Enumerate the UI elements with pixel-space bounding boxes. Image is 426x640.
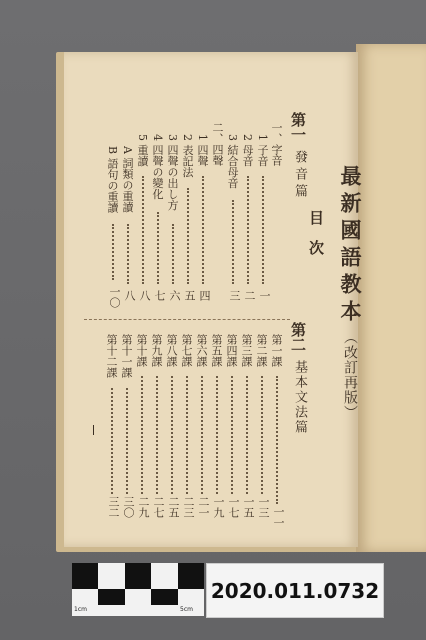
leader-dots — [111, 388, 113, 494]
toc-heading: 目 次 — [307, 210, 325, 255]
page-number: 一一 — [272, 506, 285, 528]
part1-name: 發音篇 — [292, 150, 307, 201]
leader-dots — [231, 376, 233, 494]
leader-dots — [171, 376, 173, 494]
page-number: 一 — [258, 290, 271, 301]
leader-dots — [202, 176, 204, 284]
catalog-id-label: 2020.011.0732 — [206, 563, 384, 618]
page-number: 八 — [123, 290, 136, 301]
toc-entry: B 語句の重讀 — [106, 146, 119, 213]
part1-heading: 第一 — [289, 112, 307, 142]
leader-dots — [187, 188, 189, 284]
leader-dots — [261, 376, 263, 494]
leader-dots — [247, 176, 249, 284]
leader-dots — [186, 376, 188, 494]
leader-dots — [276, 376, 278, 504]
part2-heading: 第二 — [289, 322, 307, 352]
ruler-end-label: 5cm — [180, 606, 193, 613]
leader-dots — [262, 176, 264, 284]
page-number: 二 — [243, 290, 256, 301]
page-number: 二七 — [152, 496, 165, 518]
page-number: 二九 — [137, 496, 150, 518]
ink-mark — [93, 425, 94, 435]
toc-entry: 第七課 — [180, 334, 193, 367]
toc-entry: 第二課 — [255, 334, 268, 367]
toc-entry: 1 子音 — [256, 134, 269, 167]
toc-entry: A 詞類の重讀 — [121, 146, 134, 213]
leader-dots — [216, 376, 218, 494]
edition-note: （改訂再版） — [342, 330, 358, 420]
ruler — [72, 605, 204, 616]
leader-dots — [156, 376, 158, 494]
page-number: 二五 — [167, 496, 180, 518]
page-number: 六 — [168, 290, 181, 301]
toc-entry: 第五課 — [210, 334, 223, 367]
leader-dots — [246, 376, 248, 494]
page-number: 一五 — [242, 496, 255, 518]
page-number: 三 — [228, 290, 241, 301]
leader-dots — [141, 376, 143, 494]
page-number: 三二 — [107, 496, 120, 518]
toc-entry: 3 結合母音 — [226, 134, 239, 189]
toc-entry: 第八課 — [165, 334, 178, 367]
leader-dots — [201, 376, 203, 494]
page-number: 一九 — [212, 496, 225, 518]
toc-entry: 2 表記法 — [181, 134, 194, 178]
toc-entry: 第一課 — [270, 334, 283, 367]
leader-dots — [172, 224, 174, 284]
leader-dots — [112, 224, 114, 280]
toc-entry: 第十一課 — [120, 334, 133, 378]
toc-entry: 二、四聲 — [211, 122, 224, 166]
leader-dots — [127, 224, 129, 284]
toc-entry: 第三課 — [240, 334, 253, 367]
page-number: 八 — [138, 290, 151, 301]
ruler-start-label: 1cm — [74, 606, 87, 613]
leader-dots — [157, 212, 159, 284]
page-number: 一〇 — [108, 286, 121, 308]
toc-entry: 4 四聲の變化 — [151, 134, 164, 200]
leader-dots — [126, 388, 128, 494]
toc-entry: 第九課 — [150, 334, 163, 367]
section-divider — [84, 319, 290, 320]
toc-entry: 5 重讀 — [136, 134, 149, 167]
page-number: 二一 — [197, 496, 210, 518]
part2-name: 基本文法篇 — [292, 360, 307, 435]
page-number: 三〇 — [122, 496, 135, 518]
toc-entry: 2 母音 — [241, 134, 254, 167]
page-number: 一三 — [257, 496, 270, 518]
right-page-edge — [356, 44, 426, 552]
toc-entry: 3 四聲の出し方 — [166, 134, 179, 211]
page-number: 五 — [183, 290, 196, 301]
page-number: 七 — [153, 290, 166, 301]
book-title: 最新國語教本 — [338, 165, 363, 327]
toc-entry: 1 四聲 — [196, 134, 209, 167]
toc-entry: 一、字音 — [270, 122, 283, 166]
toc-entry: 第十二課 — [105, 334, 118, 378]
page-number: 二三 — [182, 496, 195, 518]
page-number: 一七 — [227, 496, 240, 518]
toc-entry: 第六課 — [195, 334, 208, 367]
leader-dots — [232, 200, 234, 284]
toc-entry: 第十課 — [135, 334, 148, 367]
page-number: 四 — [198, 290, 211, 301]
toc-entry: 第四課 — [225, 334, 238, 367]
leader-dots — [142, 176, 144, 284]
